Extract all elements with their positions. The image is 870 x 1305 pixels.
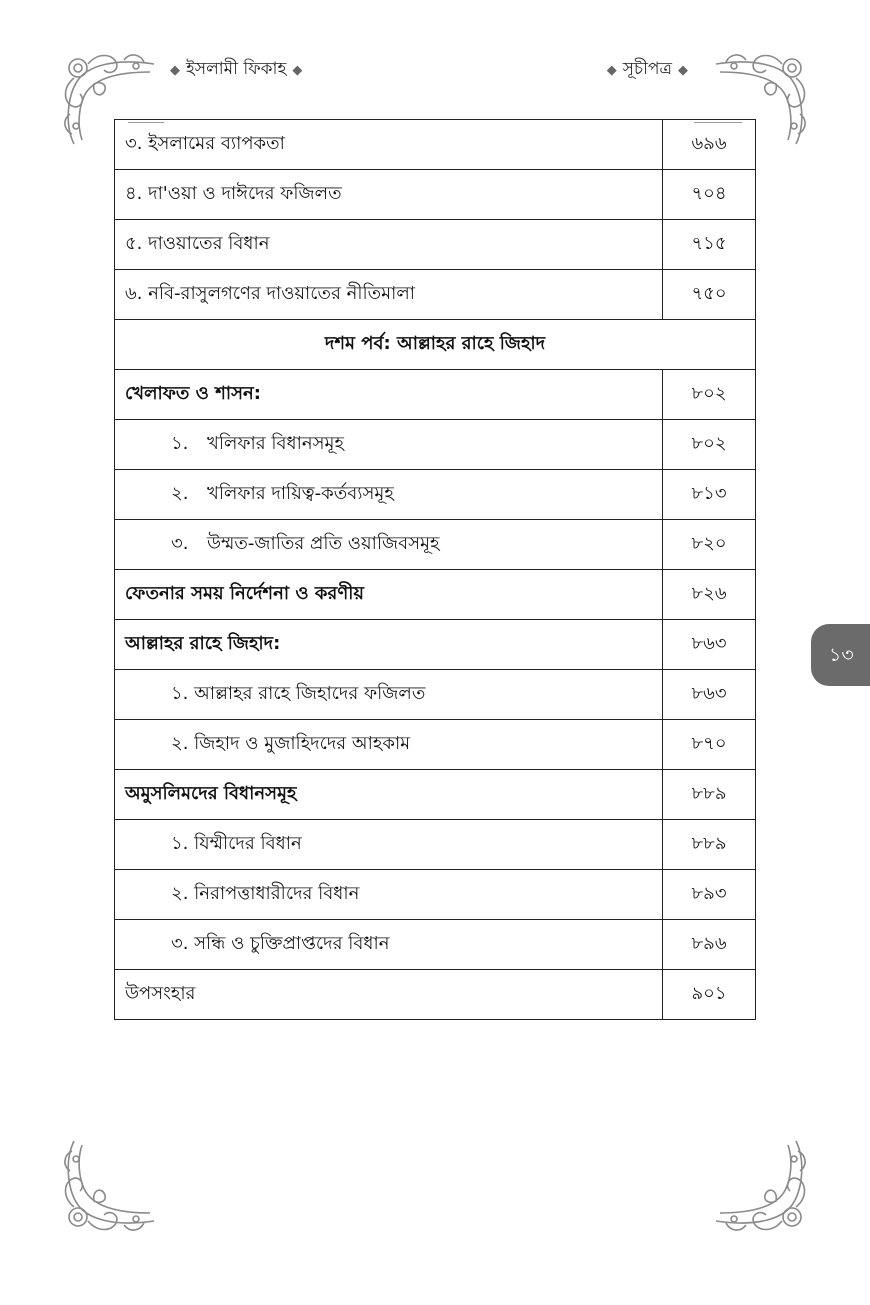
toc-row[interactable] xyxy=(115,470,756,520)
toc-entry-number: ১. xyxy=(171,433,189,454)
toc-entry-page: ৮৮৯ xyxy=(663,820,756,870)
toc-entry-page: ৮৬৩ xyxy=(663,670,756,720)
toc-entry-page: ৮৭০ xyxy=(663,720,756,770)
toc-row[interactable] xyxy=(115,820,756,870)
toc-row[interactable] xyxy=(115,220,756,270)
toc-entry-title: ২. জিহাদ ও মুজাহিদদের আহকাম xyxy=(115,720,663,770)
header-book-title: ◆ ইসলামী ফিকাহ ◆ xyxy=(170,59,303,79)
toc-entry-number: ৩. xyxy=(171,533,189,554)
toc-row[interactable] xyxy=(115,370,756,420)
toc-section-title: ফেতনার সময় নির্দেশনা ও করণীয় xyxy=(115,570,663,620)
toc-part-heading: দশম পর্ব: আল্লাহর রাহে জিহাদ xyxy=(115,320,756,370)
toc-entry-title: ১. যিম্মীদের বিধান xyxy=(115,820,663,870)
toc-section-title: অমুসলিমদের বিধানসমূহ xyxy=(115,770,663,820)
page-number-tab: ১৩ xyxy=(811,624,870,686)
toc-entry-page: ৮৯৬ xyxy=(663,920,756,970)
toc-table xyxy=(114,119,756,1020)
toc-entry-page: ৭১৫ xyxy=(663,220,756,270)
toc-row[interactable] xyxy=(115,420,756,470)
diamond-ornament-icon: ◆ xyxy=(678,63,688,78)
toc-row[interactable] xyxy=(115,970,756,1020)
toc-entry-page: ৮৮৯ xyxy=(663,770,756,820)
toc-entry-title: ৬. নবি-রাসুলগণের দাওয়াতের নীতিমালা xyxy=(115,270,663,320)
toc-row[interactable] xyxy=(115,870,756,920)
toc-entry-title: ৫. দাওয়াতের বিধান xyxy=(115,220,663,270)
toc-entry-page: ৮২৬ xyxy=(663,570,756,620)
corner-ornament-icon xyxy=(54,1131,164,1241)
toc-entry-page: ৭০৪ xyxy=(663,170,756,220)
toc-row[interactable] xyxy=(115,570,756,620)
toc-entry-title xyxy=(115,470,663,520)
header-section-title: ◆ সূচীপত্র ◆ xyxy=(606,59,688,79)
toc-entry-page: ৭৫০ xyxy=(663,270,756,320)
diamond-ornament-icon: ◆ xyxy=(292,63,303,78)
toc-entry-text: খলিফার বিধানসমূহ xyxy=(207,433,344,454)
toc-row[interactable] xyxy=(115,170,756,220)
diamond-ornament-icon: ◆ xyxy=(606,63,617,78)
toc-row[interactable] xyxy=(115,920,756,970)
toc-entry-page: ৮৬৩ xyxy=(663,620,756,670)
toc-row[interactable] xyxy=(115,520,756,570)
corner-ornament-icon xyxy=(706,1131,816,1241)
toc-entry-page: ৮২০ xyxy=(663,520,756,570)
toc-entry-text: উম্মত-জাতির প্রতি ওয়াজিবসমূহ xyxy=(207,533,440,554)
toc-entry-title xyxy=(115,420,663,470)
toc-entry-page: ৬৯৬ xyxy=(663,120,756,170)
toc-entry-number: ২. xyxy=(171,483,189,504)
toc-entry-title: ১. আল্লাহর রাহে জিহাদের ফজিলত xyxy=(115,670,663,720)
toc-part-heading-row xyxy=(115,320,756,370)
toc-entry-page: ৮১৩ xyxy=(663,470,756,520)
toc-row[interactable] xyxy=(115,720,756,770)
toc-row[interactable] xyxy=(115,770,756,820)
toc-section-title: আল্লাহর রাহে জিহাদ: xyxy=(115,620,663,670)
toc-row[interactable] xyxy=(115,620,756,670)
toc-entry-title: ৩. সন্ধি ও চুক্তিপ্রাপ্তদের বিধান xyxy=(115,920,663,970)
toc-row[interactable] xyxy=(115,670,756,720)
toc-entry-page: ৮০২ xyxy=(663,420,756,470)
toc-entry-page: ৯০১ xyxy=(663,970,756,1020)
toc-entry-title: উপসংহার xyxy=(115,970,663,1020)
toc-entry-title: ৩. ইসলামের ব্যাপকতা xyxy=(115,120,663,170)
toc-row[interactable] xyxy=(115,270,756,320)
diamond-ornament-icon: ◆ xyxy=(170,63,180,78)
toc-entry-text: খলিফার দায়িত্ব-কর্তব্যসমূহ xyxy=(207,483,394,504)
toc-entry-page: ৮০২ xyxy=(663,370,756,420)
toc-entry-title: ৪. দা'ওয়া ও দাঈদের ফজিলত xyxy=(115,170,663,220)
toc-entry-page: ৮৯৩ xyxy=(663,870,756,920)
toc-section-title: খেলাফত ও শাসন: xyxy=(115,370,663,420)
toc-entry-title: ২. নিরাপত্তাধারীদের বিধান xyxy=(115,870,663,920)
toc-row[interactable] xyxy=(115,120,756,170)
toc-entry-title xyxy=(115,520,663,570)
